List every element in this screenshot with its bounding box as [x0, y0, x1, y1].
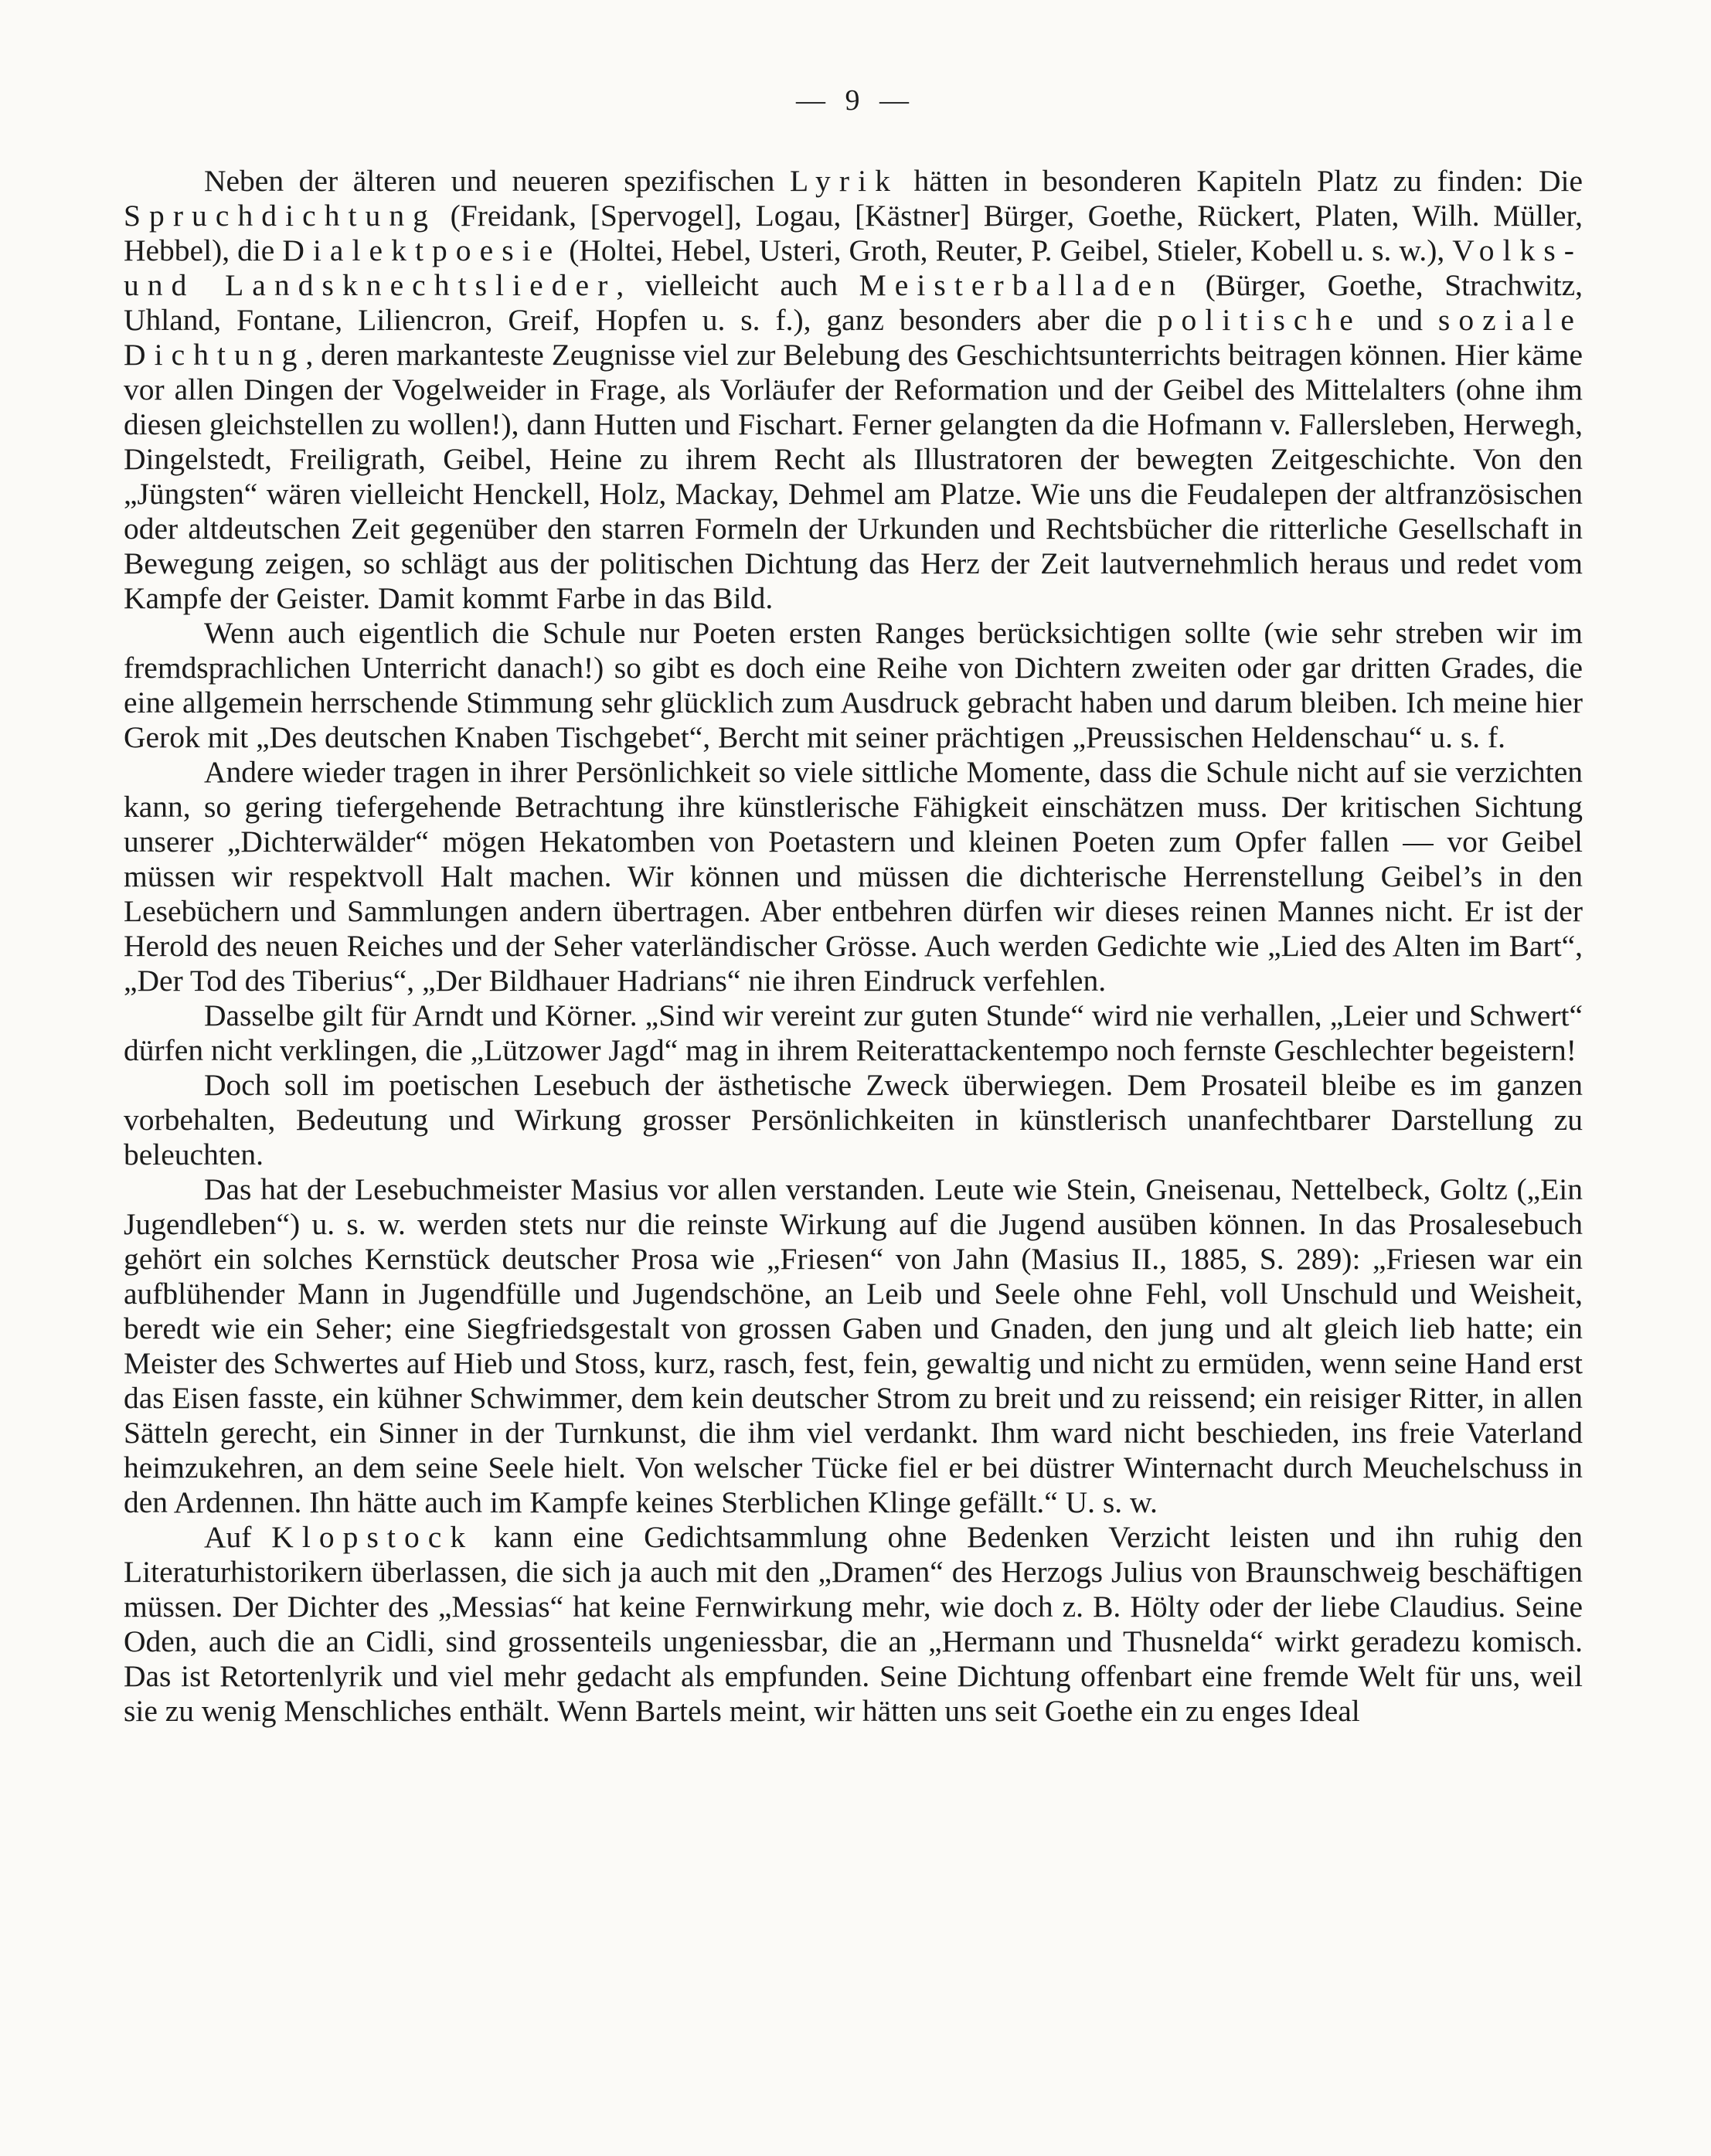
paragraph	[124, 1520, 1583, 1729]
paragraph	[124, 164, 1583, 616]
text-run: hätten in besonderen Kapiteln Platz zu finden: Die	[898, 164, 1583, 198]
text-run: Wenn auch eigentlich die Schule nur Poeten ersten Ranges berücksichtigen sollte (wie sehr streben wir im fremdsprachlichen Unterricht danach!) so gibt es doch eine Reihe von Dichtern zweiten oder gar dritten Grades, die eine allgemein herrschende Stimmung sehr glücklich zum Ausdruck gebracht haben und darum bleiben. Ich meine hier Gerok mit „Des deutschen Knaben Tischgebet“, Bercht mit seiner prächtigen „Preussischen Heldenschau“ u. s. f.	[124, 616, 1583, 754]
text-run: (Bürger, Goethe, Strachwitz, Uhland, Fontane, Liliencron, Greif, Hopfen u. s. f.), ganz besonders aber die	[124, 268, 1583, 337]
text-run: Auf	[204, 1520, 272, 1554]
page-number: — 9 —	[796, 84, 915, 117]
emphasized-term: Meisterballaden	[859, 268, 1184, 302]
text-run: Das hat der Lesebuchmeister Masius vor allen verstanden. Leute wie Stein, Gneisenau, Nettelbeck, Goltz („Ein Jugendleben“) u. s. w. werden stets nur die reinste Wirkung auf die Jugend ausüben können. In das Prosalesebuch gehört ein solches Kernstück deutscher Prosa wie „Friesen“ von Jahn (Masius II., 1885, S. 289): „Friesen war ein aufblühender Mann in Jugendfülle und Jugendschöne, an Leib und Seele ohne Fehl, voll Unschuld und Weisheit, beredt wie ein Seher; eine Siegfriedsgestalt von grossen Gaben und Gnaden, den jung und alt gleich lieb hatte; ein Meister des Schwertes auf Hieb und Stoss, kurz, rasch, fest, fein, gewaltig und nicht zu ermüden, wenn seine Hand erst das Eisen fasste, ein kühner Schwimmer, dem kein deutscher Strom zu breit und zu reissend; ein reisiger Ritter, in allen Sätteln gerecht, ein Sinner in der Turnkunst, die ihm viel verdankt. Ihm ward nicht beschieden, ins freie Vaterland heimzukehren, an dem seine Seele hielt. Von welscher Tücke fiel er bei düstrer Winternacht durch Meuchelschuss in den Ardennen. Ihn hätte auch im Kampfe keines Sterblichen Klinge gefällt.“ U. s. w.	[124, 1172, 1583, 1519]
paragraph	[124, 755, 1583, 998]
emphasized-term: Lyrik	[790, 164, 899, 198]
text-run: , vielleicht auch	[616, 268, 859, 302]
paragraph	[124, 998, 1583, 1068]
text-run: Neben der älteren und neueren spezifischen	[204, 164, 791, 198]
emphasized-term: Dialektpoesie	[282, 233, 562, 267]
text-run: Doch soll im poetischen Lesebuch der ästhetische Zweck überwiegen. Dem Prosateil bleibe es im ganzen vorbehalten, Bedeutung und Wirkung grosser Persönlichkeiten in künstlerisch unanfechtbarer Darstellung zu beleuchten.	[124, 1068, 1583, 1172]
text-run: , deren markanteste Zeugnisse viel zur Belebung des Geschichtsunterrichts beitragen können. Hier käme vor allen Dingen der Vogelweider in Frage, als Vorläufer der Reformation und der Geibel des Mittelalters (ohne ihm diesen gleichstellen zu wollen!), dann Hutten und Fischart. Ferner gelangten da die Hofmann v. Fallersleben, Herwegh, Dingelstedt, Freiligrath, Geibel, Heine zu ihrem Recht als Illustratoren der bewegten Zeitgeschichte. Von den „Jüngsten“ wären vielleicht Henckell, Holz, Mackay, Dehmel am Platze. Wie uns die Feudalepen der altfranzösischen oder altdeutschen Zeit gegenüber den starren Formeln der Urkunden und Rechtsbücher die ritterliche Gesellschaft in Bewegung zeigen, so schlägt aus der politischen Dichtung das Herz der Zeit lautvernehmlich heraus und redet vom Kampfe der Geister. Damit kommt Farbe in das Bild.	[124, 338, 1583, 615]
text-run: kann eine Gedichtsammlung ohne Bedenken Verzicht leisten und ihn ruhig den Literaturhistorikern überlassen, die sich ja auch mit den „Dramen“ des Herzogs Julius von Braunschweig beschäftigen müssen. Der Dichter des „Messias“ hat keine Fernwirkung mehr, wie doch z. B. Hölty oder der liebe Claudius. Seine Oden, auch die an Cidli, sind grossenteils ungeniessbar, die an „Hermann und Thusnelda“ wirkt geradezu komisch. Das ist Retortenlyrik und viel mehr gedacht als empfunden. Seine Dichtung offenbart eine fremde Welt für uns, weil sie zu wenig Menschliches enthält. Wenn Bartels meint, wir hätten uns seit Goethe ein zu enges Ideal	[124, 1520, 1583, 1728]
text-run: Dasselbe gilt für Arndt und Körner. „Sind wir vereint zur guten Stunde“ wird nie verhallen, „Leier und Schwert“ dürfen nicht verklingen, die „Lützower Jagd“ mag in ihrem Reiterattackentempo noch fernste Geschlechter begeistern!	[124, 998, 1583, 1067]
paragraph	[124, 1172, 1583, 1520]
paragraph	[124, 616, 1583, 755]
emphasized-term: Volks- und Landsknechtslieder	[124, 233, 1583, 302]
emphasized-term: politische	[1157, 303, 1362, 337]
emphasized-term: Klopstock	[271, 1520, 475, 1554]
body-text	[124, 164, 1583, 1729]
emphasized-term: soziale Dichtung	[124, 303, 1583, 372]
emphasized-term: Spruchdichtung	[124, 199, 437, 233]
text-run: Andere wieder tragen in ihrer Persönlichkeit so viele sittliche Momente, dass die Schule nicht auf sie verzichten kann, so gering tiefergehende Betrachtung ihre künstlerische Fähigkeit einschätzen muss. Der kritischen Sichtung unserer „Dichterwälder“ mögen Hekatomben von Poetastern und kleinen Poeten zum Opfer fallen — vor Geibel müssen wir respektvoll Halt machen. Wir können und müssen die dichterische Herrenstellung Geibel’s in den Lesebüchern und Sammlungen andern übertragen. Aber entbehren dürfen wir dieses reinen Mannes nicht. Er ist der Herold des neuen Reiches und der Seher vaterländischer Grösse. Auch werden Gedichte wie „Lied des Alten im Bart“, „Der Tod des Tiberius“, „Der Bildhauer Hadrians“ nie ihren Eindruck verfehlen.	[124, 755, 1583, 998]
text-run: und	[1361, 303, 1438, 337]
paragraph	[124, 1068, 1583, 1172]
text-run: (Freidank, [Spervogel], Logau, [Kästner] Bürger, Goethe, Rückert, Platen, Wilh. Müller, Hebbel), die	[124, 199, 1583, 267]
text-run: (Holtei, Hebel, Usteri, Groth, Reuter, P. Geibel, Stieler, Kobell u. s. w.),	[561, 233, 1453, 267]
